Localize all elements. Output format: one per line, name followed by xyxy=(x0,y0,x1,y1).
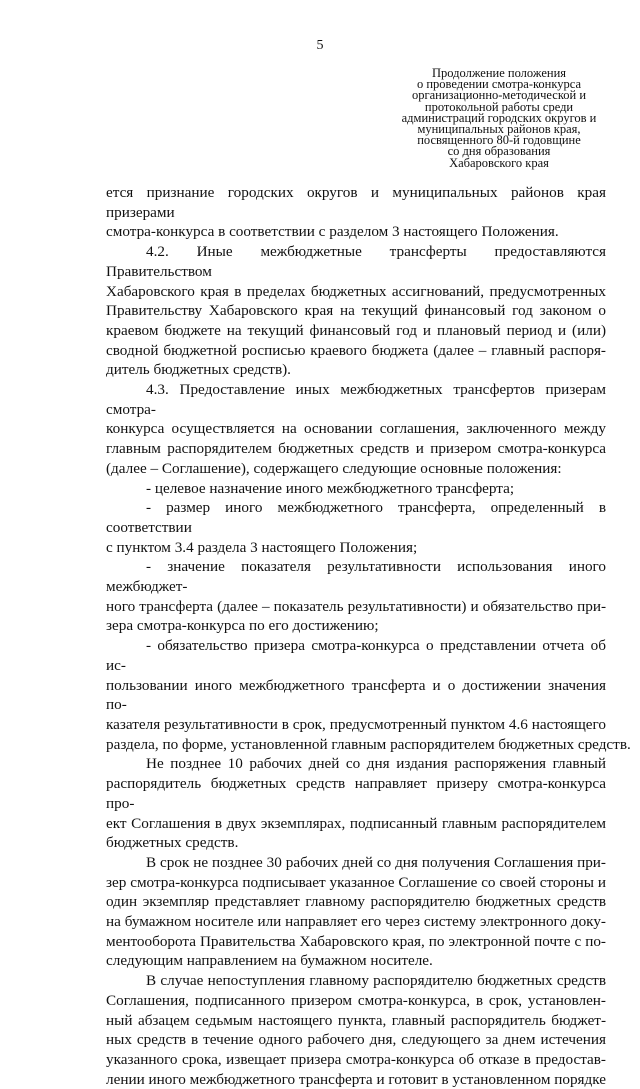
document-header xyxy=(392,68,606,169)
header-line: администраций городских округов и xyxy=(401,110,597,125)
body-line: - размер иного межбюджетного трансферта, определенный в соответствии xyxy=(106,499,606,536)
body-line: указанного срока, извещает призера смотра-конкурса об отказе в предостав- xyxy=(106,1050,606,1068)
body-line: на бумажном носителе или направляет его через систему электронного доку- xyxy=(106,913,606,931)
body-line: ного трансферта (далее – показатель результативности) и обязательство при- xyxy=(106,597,606,615)
body-line: конкурса осуществляется на основании соглашения, заключенного между xyxy=(106,420,606,438)
body-line: распорядитель бюджетных средств направляет призеру смотра-конкурса про- xyxy=(106,775,606,812)
body-line: следующим направлением на бумажном носителе. xyxy=(106,952,433,970)
header-line: Продолжение положения xyxy=(431,66,567,80)
body-line: ект Соглашения в двух экземплярах, подписанный главным распорядителем xyxy=(106,814,606,832)
body-line: пользовании иного межбюджетного трансферта и о достижении значения по- xyxy=(106,676,606,714)
header-line: Хабаровского края xyxy=(449,155,549,170)
body-line: Хабаровского края в пределах бюджетных ассигнований, предусмотренных xyxy=(106,282,606,300)
body-line: один экземпляр представляет главному распорядителю бюджетных средств xyxy=(106,893,606,911)
body-line: - значение показателя результативности использования иного межбюджет- xyxy=(106,558,606,596)
body-line: В случае непоступления главному распорядителю бюджетных средств xyxy=(146,972,606,990)
body-line: лении иного межбюджетного трансферта и готовит в установленном порядке xyxy=(106,1070,606,1088)
body-line: раздела, по форме, установленной главным распорядителем бюджетных средств. xyxy=(106,735,631,753)
body-line: - целевое назначение иного межбюджетного трансферта; xyxy=(146,479,515,497)
body-line: бюджетных средств. xyxy=(106,834,239,852)
body-line: краевом бюджете на текущий финансовый год и плановый период и (или) xyxy=(106,321,606,339)
body-line: В срок не позднее 30 рабочих дней со дня получения Соглашения при- xyxy=(146,853,606,871)
body-line: с пунктом 3.4 раздела 3 настоящего Положения; xyxy=(106,538,418,556)
body-line: 4.3. Предоставление иных межбюджетных трансфертов призерам смотра- xyxy=(106,381,606,418)
body-line: сводной бюджетной росписью краевого бюджета (далее – главный распоря- xyxy=(106,341,606,359)
body-line: 4.2. Иные межбюджетные трансферты предоставляются Правительством xyxy=(106,243,606,280)
body-line: казателя результативности в срок, предусмотренный пунктом 4.6 настоящего xyxy=(106,715,606,733)
header-line: организационно-методической и xyxy=(411,88,587,103)
header-line: муниципальных районов края, xyxy=(417,122,581,137)
body-line: (далее – Соглашение), содержащего следующие основные положения: xyxy=(106,459,562,477)
body-line: ментооборота Правительства Хабаровского края, по электронной почте с по- xyxy=(106,932,606,950)
body-line: - обязательство призера смотра-конкурса о представлении отчета об ис- xyxy=(106,637,606,674)
header-line: посвященного 80-й годовщине xyxy=(417,133,581,148)
body-line: дитель бюджетных средств). xyxy=(106,361,291,379)
body-line: ных средств в течение одного рабочего дня, следующего за днем истечения xyxy=(106,1031,606,1049)
body-line: зер смотра-конкурса подписывает указанное Соглашение со своей стороны и xyxy=(106,873,606,891)
body-line: ется признание городских округов и муниципальных районов края призерами xyxy=(106,184,606,221)
document-body xyxy=(106,183,631,1089)
body-line: Соглашения, подписанного призером смотра-конкурса, в срок, установлен- xyxy=(106,991,606,1009)
body-line: зера смотра-конкурса по его достижению; xyxy=(106,617,379,635)
body-line: главным распорядителем бюджетных средств и призером смотра-конкурса xyxy=(106,440,606,458)
body-line: Правительству Хабаровского края на текущий финансовый год законом о xyxy=(106,302,606,320)
body-line: Не позднее 10 рабочих дней со дня издания распоряжения главный xyxy=(146,755,606,773)
header-line: со дня образования xyxy=(447,144,551,159)
page-number: 5 xyxy=(316,38,324,53)
header-line: протокольной работы среди xyxy=(424,99,574,114)
body-line: смотра-конкурса в соответствии с разделом 3 настоящего Положения. xyxy=(106,223,559,241)
body-line: ный абзацем седьмым настоящего пункта, главный распорядитель бюджет- xyxy=(106,1011,606,1029)
header-line: о проведении смотра-конкурса xyxy=(416,77,582,92)
